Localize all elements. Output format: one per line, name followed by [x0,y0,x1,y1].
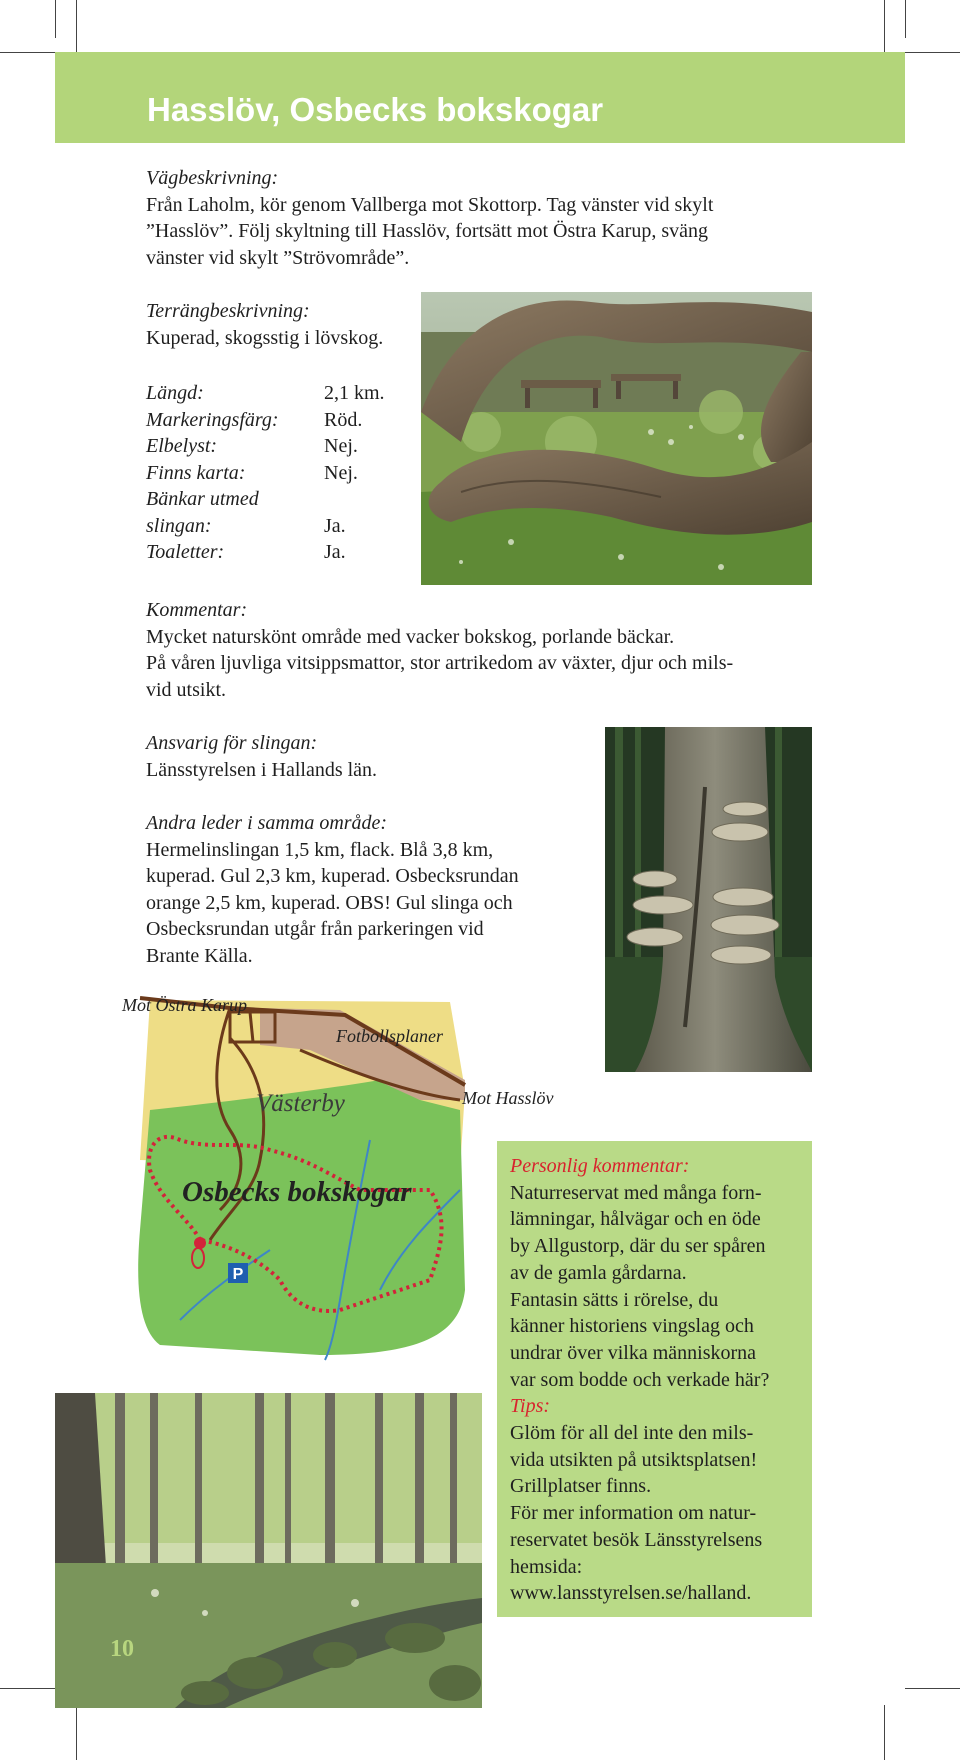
fact-key: Toaletter: [146,541,225,563]
text-line: Fantasin sätts i rörelse, du [510,1288,719,1311]
text-line: Brante Källa. [146,944,253,967]
map-label-forest: Osbecks bokskogar [182,1176,412,1208]
responsible-section [146,730,586,783]
text-line: hemsida: [510,1555,583,1578]
fact-key: Längd: [146,382,204,404]
facts-table [146,380,416,566]
text-line: by Allgustorp, där du ser spåren [510,1235,766,1258]
text-line: kuperad. Gul 2,3 km, kuperad. Osbecksrundan [146,865,519,887]
text-line: Mycket naturskönt område med vacker bokskog, porlande bäckar. [146,625,675,648]
personal-comment-box [497,1141,812,1617]
crop-mark [76,1705,77,1760]
fact-key: Finns karta: [146,461,246,484]
fact-row [146,539,416,566]
map-label-football: Fotbollsplaner [336,1026,443,1046]
page-title: Hasslöv, Osbecks bokskogar [147,91,604,128]
fact-value: Röd. [324,408,363,431]
crop-mark [884,1705,885,1760]
directions-section [146,165,806,271]
text-line: orange 2,5 km, kuperad. OBS! Gul slinga och [146,891,513,914]
crop-mark [0,1688,55,1689]
responsible-text: Länsstyrelsen i Hallands län. [146,758,378,781]
text-line: Hermelinslingan 1,5 km, flack. Blå 3,8 km, [146,838,494,861]
comment-section [146,597,816,703]
photo-tree-arch [421,292,812,585]
text-line: var som bodde och verkade här? [510,1368,770,1391]
text-line: Osbecksrundan utgår från parkeringen vid [146,918,484,940]
personal-comment-text [510,1153,810,1607]
crop-mark [884,0,885,55]
text-line: vida utsikten på utsiktsplatsen! [510,1448,758,1471]
fact-value: 2,1 km. [324,382,385,404]
fact-row [146,433,416,460]
page-number: 10 [110,1636,134,1662]
crop-mark [55,0,56,38]
other-trails-label: Andra leder i samma område: [146,812,388,834]
text-line: På våren ljuvliga vitsippsmattor, stor artrikedom av växter, djur och mils- [146,652,734,674]
fact-row [146,407,416,434]
text-line: av de gamla gårdarna. [510,1261,687,1284]
fact-row [146,486,416,539]
crop-mark [0,52,55,53]
photo-tree-fungus [605,727,812,1072]
comment-label: Kommentar: [146,599,248,621]
crop-mark [76,0,77,55]
fact-key: Markeringsfärg: [146,408,279,431]
text-line: ”Hasslöv”. Följ skyltning till Hasslöv, fortsätt mot Östra Karup, sväng [146,220,708,242]
map-label-hasslov: Mot Hasslöv [462,1088,554,1108]
other-trails-section [146,810,596,969]
map-label-vasterby: Västerby [256,1090,345,1117]
fact-key: Bänkar utmed [146,488,259,510]
fact-row [146,460,416,487]
fact-value: Nej. [324,461,358,484]
fact-value: Nej. [324,435,358,457]
crop-mark [905,1688,960,1689]
fact-value: Ja. [324,541,346,563]
text-line: undrar över vilka människorna [510,1341,757,1364]
text-line: reservatet besök Länsstyrelsens [510,1528,763,1551]
title-banner [55,52,905,143]
terrain-section [146,298,426,351]
terrain-label: Terrängbeskrivning: [146,300,310,322]
website-link[interactable]: www.lansstyrelsen.se/halland. [510,1582,752,1605]
text-line: Från Laholm, kör genom Vallberga mot Skottorp. Tag vänster vid skylt [146,193,714,216]
text-line: vid utsikt. [146,678,227,701]
fact-key: slingan: [146,514,212,537]
text-line: vänster vid skylt ”Strövområde”. [146,246,410,269]
responsible-label: Ansvarig för slingan: [146,732,318,754]
terrain-text: Kuperad, skogsstig i lövskog. [146,326,384,349]
text-line: För mer information om natur- [510,1502,757,1525]
fact-value: Ja. [324,514,346,537]
tips-label: Tips: [510,1395,551,1418]
directions-label: Vägbeskrivning: [146,167,279,189]
text-line: Glöm för all del inte den mils- [510,1422,754,1445]
crop-mark [905,0,906,38]
map-label-ostra-karup: Mot Östra Karup [122,995,248,1015]
text-line: lämningar, hålvägar och en öde [510,1208,761,1231]
parking-label: P [232,1266,244,1283]
fact-row [146,380,416,407]
crop-mark [905,52,960,53]
text-line: Naturreservat med många forn- [510,1181,762,1204]
personal-comment-label: Personlig kommentar: [510,1155,690,1177]
text-line: Grillplatser finns. [510,1475,652,1498]
text-line: känner historiens vingslag och [510,1315,754,1338]
fact-key: Elbelyst: [146,435,218,457]
